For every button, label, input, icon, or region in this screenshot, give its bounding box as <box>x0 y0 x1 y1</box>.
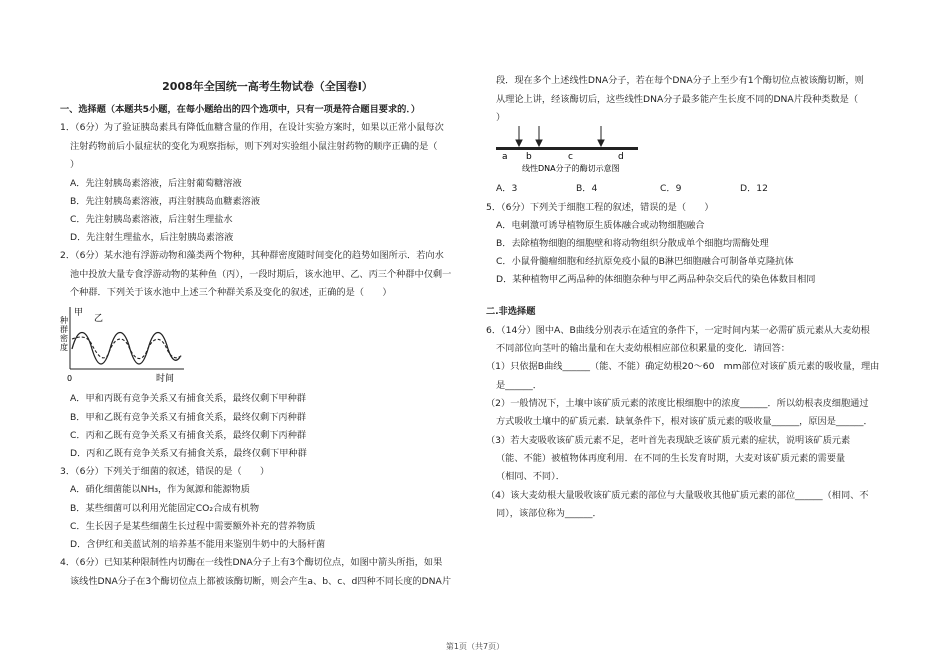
figure-label-yi: 乙 <box>94 314 104 324</box>
q5-stem: 5．（6分）下列关于细胞工程的叙述，错误的是（ ） <box>486 202 714 213</box>
q6-line: 方式吸收土壤中的矿质元素．缺氧条件下，根对该矿质元素的吸收量______，原因是______． <box>496 416 873 427</box>
q4-option-a: A．3 <box>496 183 518 194</box>
q4-line: 该线性DNA分子在3个酶切位点上都被该酶切断，则会产生a、b、c、d四种不同长度的DNA片 <box>70 576 452 587</box>
q2-option-d: D．丙和乙既有竞争关系又有捕食关系，最终仅剩下甲种群 <box>70 448 307 459</box>
figure-origin: 0 <box>67 374 73 383</box>
q6-line: （相同、不同）． <box>496 471 565 482</box>
q2-line: 池中投放大量专食浮游动物的某种鱼（丙），一段时期后，该水池甲、乙、丙三个种群中仅剩一 <box>70 269 452 280</box>
q5-option-c: C．小鼠骨髓瘤细胞和经抗原免疫小鼠的B淋巴细胞融合可制备单克隆抗体 <box>496 256 794 267</box>
q6-line: 是______． <box>496 380 542 391</box>
q1-line: 注射药物前后小鼠症状的变化为观察指标，则下列对实验组小鼠注射药物的顺序正确的是（ <box>70 141 438 152</box>
q3-option-d: D．含伊红和美蓝试剂的培养基不能用来鉴别牛奶中的大肠杆菌 <box>70 539 326 550</box>
cut-arrow-head <box>516 140 522 146</box>
q4-option-d: D．12 <box>740 183 768 194</box>
q3-option-b: B．某些细菌可以利用光能固定CO₂合成有机物 <box>70 503 260 514</box>
q1-option-a: A．先注射胰岛素溶液，后注射葡萄糖溶液 <box>70 178 242 189</box>
q6-line: 同），该部位称为______． <box>496 508 602 519</box>
q1-option-b: B．先注射胰岛素溶液，再注射胰岛血糖素溶液 <box>70 196 261 207</box>
figure-label-jia: 甲 <box>74 308 84 318</box>
q2-option-c: C．丙和乙既有竞争关系又有捕食关系，最终仅剩下丙种群 <box>70 430 307 441</box>
q5-option-b: B．去除植物细胞的细胞壁和将动物组织分散成单个细胞均需酶处理 <box>496 238 769 249</box>
population-density-figure <box>60 305 190 385</box>
q3-option-c: C．生长因子是某些细菌生长过程中需要额外补充的营养物质 <box>70 521 316 532</box>
q6-line: 6．（14分）图中A、B曲线分别表示在适宜的条件下，一定时间内某一必需矿质元素从大麦幼根 <box>486 325 870 336</box>
q6-line: （能、不能）被植物体再度利用．在不同的生长发育时期，大麦对该矿质元素的需要量 <box>496 453 846 464</box>
q1-option-c: C．先注射胰岛素溶液，后注射生理盐水 <box>70 214 233 225</box>
q4-line: 4．（6分）已知某种限制性内切酶在一线性DNA分子上有3个酶切位点，如图中箭头所指，如果 <box>60 557 443 568</box>
q6-line: （1）只依据B曲线______（能、不能）确定幼根20～60 mm部位对该矿质元素的吸收量，理由 <box>486 361 880 372</box>
segment-a: a <box>502 152 508 162</box>
q4-line: ） <box>496 112 506 123</box>
q5-option-a: A．电刺激可诱导植物原生质体融合或动物细胞融合 <box>496 220 705 231</box>
cut-arrow-head <box>536 140 542 146</box>
figure-caption: 线性DNA分子的酶切示意图 <box>522 164 620 173</box>
q2-line: 2．（6分）某水池有浮游动物和藻类两个物种，其种群密度随时间变化的趋势如图所示．若向水 <box>60 250 444 261</box>
q4-option-b: B．4 <box>576 183 598 194</box>
q1-line: 1．（6分）为了验证胰岛素具有降低血糖含量的作用，在设计实验方案时，如果以正常小鼠每次 <box>60 122 444 133</box>
dna-strand <box>496 147 638 150</box>
dna-cut-figure <box>484 124 654 176</box>
q1-line: ） <box>70 159 80 170</box>
figure-xlabel: 时间 <box>156 374 175 384</box>
q6-line: （2）一般情况下，土壤中该矿质元素的浓度比根细胞中的浓度______．所以幼根表皮细胞通过 <box>486 398 869 409</box>
q4-line: 段．现在多个上述线性DNA分子，若在每个DNA分子上至少有1个酶切位点被该酶切断，则 <box>496 75 864 86</box>
q5-option-d: D．某种植物甲乙两品种的体细胞杂种与甲乙两品种杂交后代的染色体数目相同 <box>496 274 816 285</box>
page-footer: 第1页（共7页） <box>445 642 505 651</box>
q3-stem: 3．（6分）下列关于细菌的叙述，错误的是（ ） <box>60 466 270 477</box>
q6-line: （3）若大麦吸收该矿质元素不足，老叶首先表现缺乏该矿质元素的症状，说明该矿质元素 <box>486 435 851 446</box>
section-2-heading: 二.非选择题 <box>486 306 536 317</box>
figure-ylabel: 种群密度 <box>60 316 68 352</box>
section-1-heading: 一、选择题（本题共5小题，在每小题给出的四个选项中，只有一项是符合题目要求的．） <box>60 104 421 115</box>
curve-jia <box>72 333 180 365</box>
q4-line: 从理论上讲，经该酶切后，这些线性DNA分子最多能产生长度不同的DNA片段种类数是（ <box>496 94 859 105</box>
segment-d: d <box>618 152 624 162</box>
q2-option-b: B．甲和乙既有竞争关系又有捕食关系，最终仅剩下丙种群 <box>70 412 306 423</box>
q1-option-d: D．先注射生理盐水，后注射胰岛素溶液 <box>70 232 234 243</box>
q6-line: （4）该大麦幼根大量吸收该矿质元素的部位与大量吸收其他矿质元素的部位______（相同、不 <box>486 490 869 501</box>
cut-arrow-head <box>598 140 604 146</box>
q6-line: 不同部位向茎叶的输出量和在大麦幼根相应部位积累量的变化．请回答： <box>496 343 790 354</box>
q2-option-a: A．甲和丙既有竞争关系又有捕食关系，最终仅剩下甲种群 <box>70 393 306 404</box>
segment-b: b <box>526 152 532 162</box>
segment-c: c <box>568 152 573 162</box>
q4-option-c: C．9 <box>660 183 682 194</box>
q3-option-a: A．硝化细菌能以NH₃，作为氮源和能源物质 <box>70 484 250 495</box>
page-title: 2008年全国统一高考生物试卷（全国卷Ⅰ） <box>162 80 373 93</box>
q2-line: 个种群．下列关于该水池中上述三个种群关系及变化的叙述，正确的是（ ） <box>70 287 392 298</box>
